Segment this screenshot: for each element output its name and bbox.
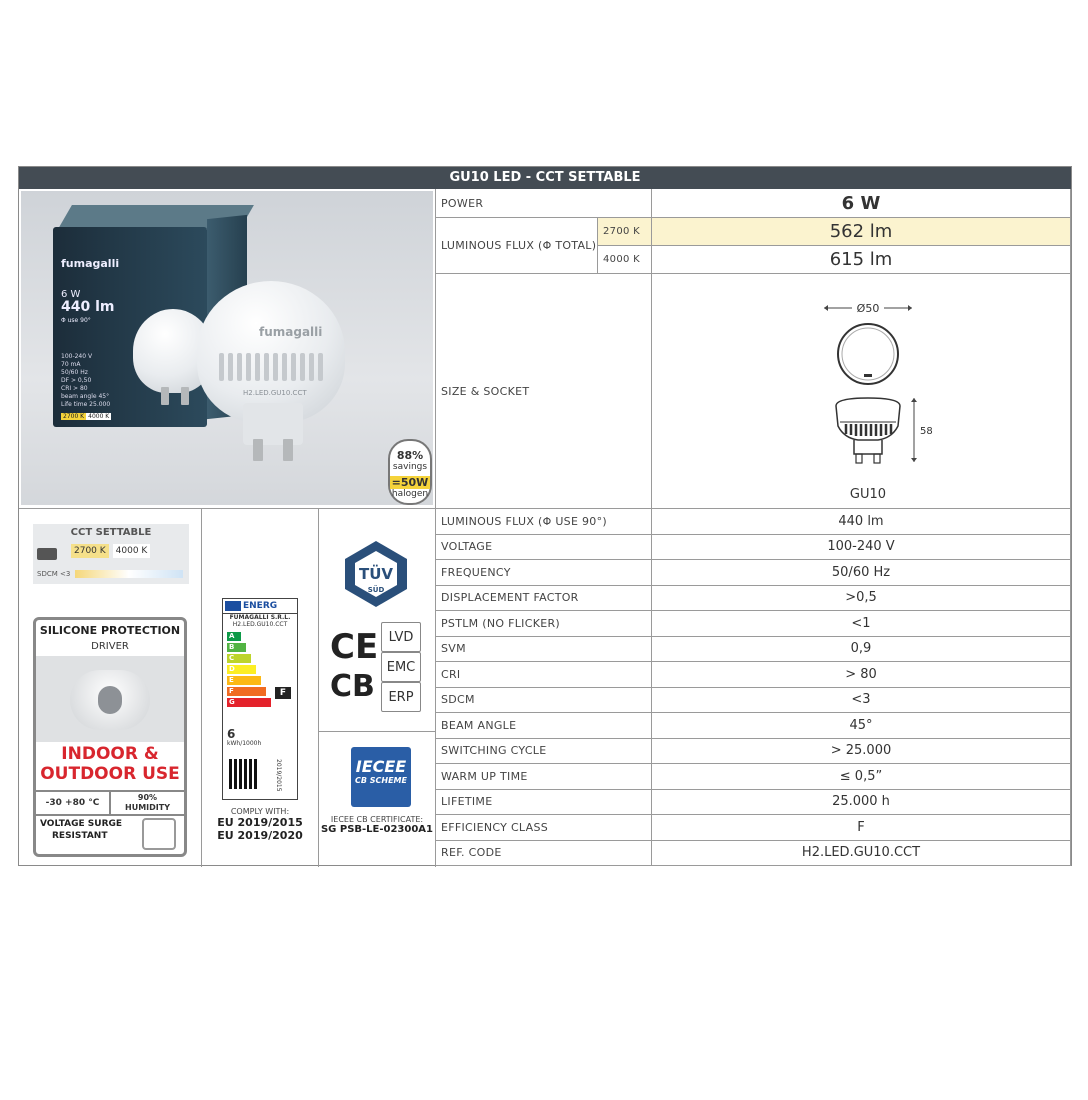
product-photo — [21, 191, 433, 505]
spec-value: > 25.000 — [652, 739, 1071, 765]
energy-scale — [223, 628, 297, 718]
box-spec-line: beam angle 45° — [61, 393, 110, 400]
size-socket-label: SIZE & SOCKET — [436, 274, 652, 509]
iecee-badge: IECEE CB SCHEME — [351, 747, 411, 807]
energy-class-bar: D — [227, 665, 256, 674]
energy-company: FUMAGALLI S.R.L. — [229, 614, 291, 621]
cert-emc: EMC — [381, 652, 421, 682]
svg-text:TÜV: TÜV — [358, 565, 394, 583]
socket-label: GU10 — [849, 487, 887, 502]
bulb-brand: fumagalli — [259, 325, 323, 339]
eu-flag-icon — [225, 601, 241, 611]
indoor-outdoor: INDOOR & OUTDOOR USE — [40, 744, 180, 784]
cb-mark: CB — [330, 669, 375, 704]
box-spec-line: Life time 25.000 — [61, 401, 111, 408]
energy-label — [222, 598, 298, 800]
energy-class-bar: G — [227, 698, 271, 707]
sheet-title: GU10 LED - CCT SETTABLE — [19, 167, 1071, 189]
spec-value: 25.000 h — [652, 790, 1071, 816]
spec-label: SVM — [436, 637, 652, 663]
energy-class-bar: F — [227, 687, 266, 696]
savings-badge: 88% savings =50W halogen — [388, 439, 432, 505]
flux-value-4000: 615 lm — [652, 246, 1071, 274]
box-flux-note: Φ use 90° — [61, 317, 91, 324]
spec-value: H2.LED.GU10.CCT — [652, 841, 1071, 867]
energy-code: H2.LED.GU10.CCT — [232, 621, 288, 628]
energy-rating-arrow: F — [275, 687, 291, 699]
spec-label: WARM UP TIME — [436, 764, 652, 790]
spec-value: >0,5 — [652, 586, 1071, 612]
comply-block: COMPLY WITH: EU 2019/2015 EU 2019/2020 — [217, 807, 303, 842]
pin-small-left — [161, 387, 169, 405]
spec-label: SDCM — [436, 688, 652, 714]
bulb-dimension-drawing — [652, 274, 1071, 509]
tuv-badge — [341, 539, 411, 609]
spec-label: REF. CODE — [436, 841, 652, 867]
box-cct: 2700 K 4000 K — [63, 413, 110, 420]
temp-humidity-row — [36, 790, 184, 816]
row-divider — [19, 508, 436, 509]
energy-kwh: 6 — [227, 727, 236, 741]
cert-divider — [319, 731, 436, 732]
box-spec-line: CRI > 80 — [61, 385, 88, 392]
energy-kwh-unit: kWh/1000h — [227, 740, 262, 747]
box-specs — [61, 353, 110, 409]
silicone-panel — [33, 617, 187, 857]
flux-cct-2700: 2700 K — [598, 218, 652, 246]
sdcm-note: SDCM <3 — [37, 570, 71, 578]
pin-small-right — [181, 387, 189, 405]
energy-reg: 2019/2015 — [275, 759, 282, 792]
spec-label: BEAM ANGLE — [436, 713, 652, 739]
spec-value: > 80 — [652, 662, 1071, 688]
driver-photo — [36, 656, 184, 742]
energy-class-bar: A — [227, 632, 241, 641]
diameter-label: Ø50 — [856, 302, 880, 315]
spec-value: <3 — [652, 688, 1071, 714]
iecee-caption: IECEE CB CERTIFICATE: SG PSB-LE-02300A1 — [320, 815, 434, 835]
cct-option-4000: 4000 K — [113, 544, 151, 558]
driver-socket — [98, 686, 122, 714]
spec-value: 100-240 V — [652, 535, 1071, 561]
cert-lvd: LVD — [381, 622, 421, 652]
cct-title: CCT SETTABLE — [70, 527, 152, 538]
svg-text:SÜD: SÜD — [367, 586, 385, 594]
ce-mark: CE — [330, 627, 379, 667]
surge-text: VOLTAGE SURGE RESISTANT — [40, 819, 123, 841]
box-power: 6 W — [61, 289, 81, 300]
cct-gradient — [75, 570, 183, 578]
spec-value: <1 — [652, 611, 1071, 637]
cct-option-2700: 2700 K — [71, 544, 109, 558]
spec-label: SWITCHING CYCLE — [436, 739, 652, 765]
cct-settable-panel — [33, 524, 189, 584]
spec-label: EFFICIENCY CLASS — [436, 815, 652, 841]
spec-label: DISPLACEMENT FACTOR — [436, 586, 652, 612]
qr-code-icon — [229, 759, 259, 789]
humidity: 90% HUMIDITY — [125, 793, 170, 812]
flux-cct-4000: 4000 K — [598, 246, 652, 274]
box-spec-line: 70 mA — [61, 361, 81, 368]
spec-label: PSTLM (NO FLICKER) — [436, 611, 652, 637]
bulb-large — [197, 281, 345, 423]
size-socket-drawing — [652, 274, 1071, 509]
bulb-base — [243, 403, 303, 445]
spec-value: 440 lm — [652, 509, 1071, 535]
spec-value: 45° — [652, 713, 1071, 739]
spec-value: ≤ 0,5” — [652, 764, 1071, 790]
silicone-sub: DRIVER — [91, 641, 129, 652]
energy-class-bar: B — [227, 643, 246, 652]
spec-value: F — [652, 815, 1071, 841]
power-value: 6 W — [652, 189, 1071, 218]
pin-large-left — [253, 439, 263, 461]
silicone-title: SILICONE PROTECTION — [39, 624, 181, 637]
spec-label: FREQUENCY — [436, 560, 652, 586]
pin-large-right — [283, 439, 293, 461]
spec-value: 50/60 Hz — [652, 560, 1071, 586]
spec-label: LUMINOUS FLUX (Φ USE 90°) — [436, 509, 652, 535]
remote-icon — [37, 548, 57, 560]
box-flux: 440 lm — [61, 299, 115, 315]
feature-divider-2 — [318, 508, 319, 867]
flux-value-2700: 562 lm — [652, 218, 1071, 246]
cert-erp: ERP — [381, 682, 421, 712]
box-brand: fumagalli — [61, 257, 120, 270]
datasheet — [18, 166, 1072, 866]
temp-range: -30 +80 °C — [36, 792, 111, 814]
box-spec-line: DF > 0,50 — [61, 377, 92, 384]
box-spec-line: 50/60 Hz — [61, 369, 88, 376]
flux-total-label: LUMINOUS FLUX (Φ TOTAL) — [436, 218, 598, 274]
height-label: 58 — [920, 426, 933, 437]
power-label: POWER — [436, 189, 652, 218]
energy-class-bar: C — [227, 654, 251, 663]
spec-label: VOLTAGE — [436, 535, 652, 561]
spec-value: 0,9 — [652, 637, 1071, 663]
bulb-code: H2.LED.GU10.CCT — [243, 389, 307, 397]
cct-options — [71, 544, 150, 558]
spec-label: CRI — [436, 662, 652, 688]
spec-label: LIFETIME — [436, 790, 652, 816]
surge-icon — [142, 818, 176, 850]
box-spec-line: 100-240 V — [61, 353, 93, 360]
bulb-fins — [219, 353, 323, 381]
energy-header: ENERG — [223, 599, 297, 614]
energy-class-bar: E — [227, 676, 261, 685]
